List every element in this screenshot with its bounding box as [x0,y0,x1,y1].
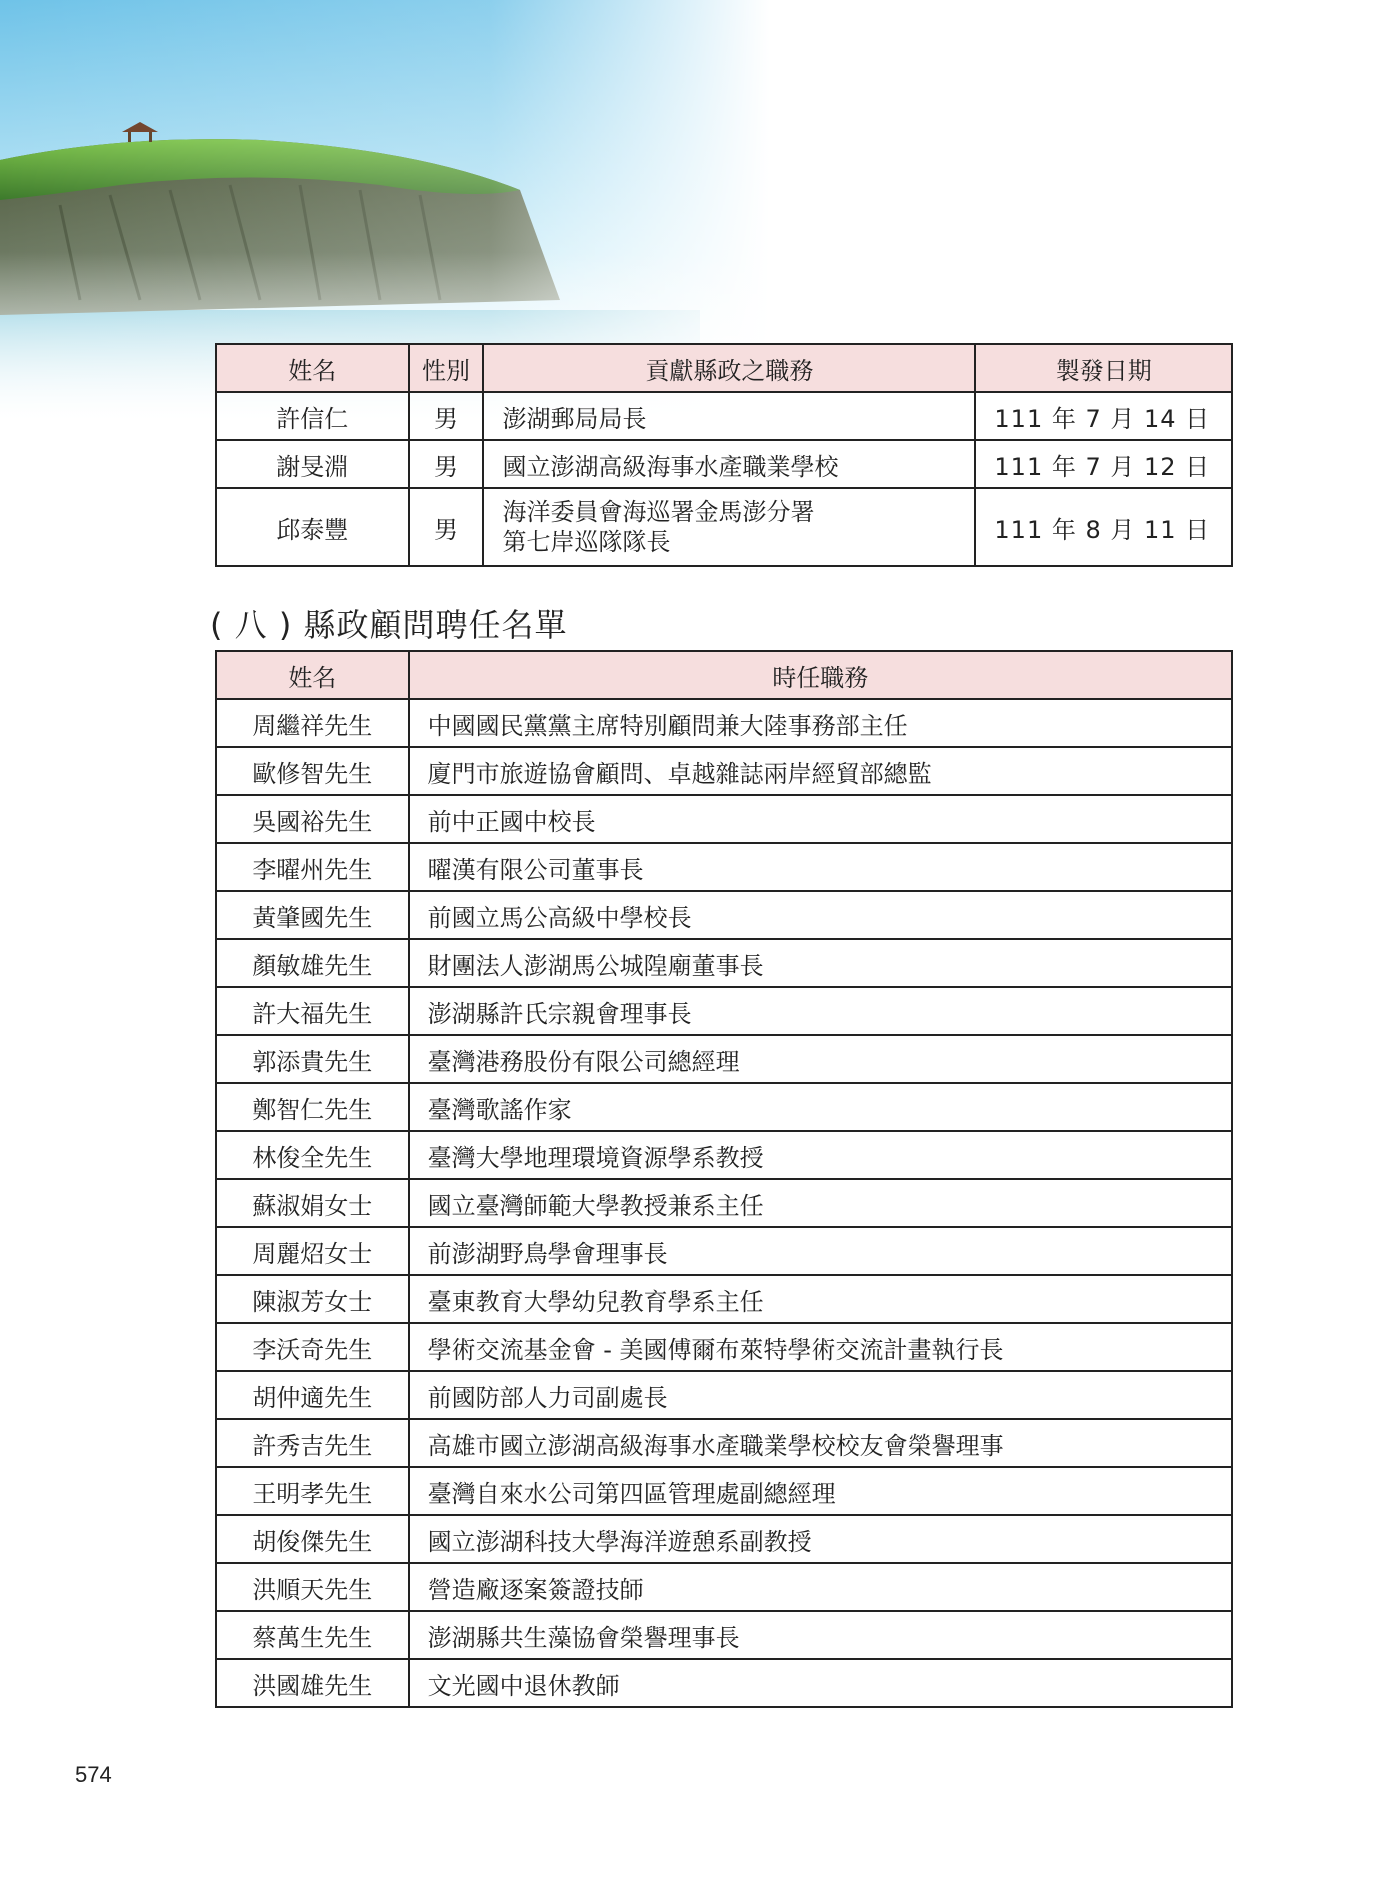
advisor-position: 前國立馬公高級中學校長 [409,891,1232,939]
advisor-position: 前澎湖野鳥學會理事長 [409,1227,1232,1275]
advisor-name: 郭添貴先生 [216,1035,409,1083]
table-row [216,795,1232,843]
advisor-name: 李曜州先生 [216,843,409,891]
row-gender: 男 [409,392,484,440]
advisor-name: 胡俊傑先生 [216,1515,409,1563]
advisor-position: 澎湖縣共生藻協會榮譽理事長 [409,1611,1232,1659]
table-row [216,1035,1232,1083]
advisor-name: 顏敏雄先生 [216,939,409,987]
row-gender: 男 [409,488,484,566]
table-row [216,843,1232,891]
advisor-name: 許大福先生 [216,987,409,1035]
advisor-name: 王明孝先生 [216,1467,409,1515]
advisor-position: 財團法人澎湖馬公城隍廟董事長 [409,939,1232,987]
advisor-name: 許秀吉先生 [216,1419,409,1467]
page-number: 574 [75,1762,112,1787]
advisor-name: 胡仲適先生 [216,1371,409,1419]
row-gender: 男 [409,440,484,488]
table-row [216,1227,1232,1275]
row-date: 111 年 7 月 12 日 [975,440,1232,488]
advisor-position: 曜漢有限公司董事長 [409,843,1232,891]
advisor-position: 廈門市旅遊協會顧問、卓越雜誌兩岸經貿部總監 [409,747,1232,795]
header-gender: 性別 [409,344,484,392]
table-row [216,891,1232,939]
advisor-name: 洪順天先生 [216,1563,409,1611]
table-row [216,1467,1232,1515]
advisor-table-body [216,699,1232,1707]
advisor-name: 吳國裕先生 [216,795,409,843]
row-contribution-line: 海洋委員會海巡署金馬澎分署 [502,498,815,526]
table-row [216,1515,1232,1563]
advisor-position: 高雄市國立澎湖高級海事水產職業學校校友會榮譽理事 [409,1419,1232,1467]
advisor-position: 臺灣港務股份有限公司總經理 [409,1035,1232,1083]
advisor-position: 學術交流基金會 - 美國傅爾布萊特學術交流計畫執行長 [409,1323,1232,1371]
advisor-name: 周麗炤女士 [216,1227,409,1275]
row-name: 謝旻淵 [216,440,409,488]
table-row [216,747,1232,795]
table-row [216,488,1232,566]
table-row [216,440,1232,488]
row-date: 111 年 7 月 14 日 [975,392,1232,440]
advisor-name: 歐修智先生 [216,747,409,795]
table-row [216,1371,1232,1419]
advisor-position: 國立澎湖科技大學海洋遊憩系副教授 [409,1515,1232,1563]
advisor-position: 臺東教育大學幼兒教育學系主任 [409,1275,1232,1323]
table-row [216,1563,1232,1611]
row-date: 111 年 8 月 11 日 [975,488,1232,566]
county-advisor-table [215,650,1233,1708]
section-title: ( 八 ) 縣政顧問聘任名單 [210,606,568,644]
table-row [216,987,1232,1035]
advisor-position: 臺灣歌謠作家 [409,1083,1232,1131]
advisor-name: 陳淑芳女士 [216,1275,409,1323]
table-row [216,1275,1232,1323]
header-issue-date: 製發日期 [975,344,1232,392]
table-row [216,1131,1232,1179]
row-name: 許信仁 [216,392,409,440]
advisor-position: 前國防部人力司副處長 [409,1371,1232,1419]
advisor-name: 黃肇國先生 [216,891,409,939]
advisor-name: 蔡萬生先生 [216,1611,409,1659]
header-contribution: 貢獻縣政之職務 [483,344,975,392]
advisor-name: 林俊全先生 [216,1131,409,1179]
header-name: 姓名 [216,344,409,392]
row-contribution-line: 第七岸巡隊隊長 [502,528,671,556]
advisor-position: 國立臺灣師範大學教授兼系主任 [409,1179,1232,1227]
advisor-name: 蘇淑娟女士 [216,1179,409,1227]
advisor-name: 鄭智仁先生 [216,1083,409,1131]
advisor-position: 澎湖縣許氏宗親會理事長 [409,987,1232,1035]
advisor-position: 營造廠逐案簽證技師 [409,1563,1232,1611]
advisor-position: 臺灣大學地理環境資源學系教授 [409,1131,1232,1179]
row-contribution [483,488,975,566]
header-position: 時任職務 [409,651,1232,699]
advisor-position: 文光國中退休教師 [409,1659,1232,1707]
advisor-position: 臺灣自來水公司第四區管理處副總經理 [409,1467,1232,1515]
header-name: 姓名 [216,651,409,699]
table-row [216,1323,1232,1371]
table-row [216,1419,1232,1467]
table-header-row [216,651,1232,699]
table-row [216,392,1232,440]
table-row [216,699,1232,747]
table-row [216,1659,1232,1707]
advisor-position: 中國國民黨黨主席特別顧問兼大陸事務部主任 [409,699,1232,747]
row-name: 邱泰豐 [216,488,409,566]
row-contribution: 國立澎湖高級海事水產職業學校 [483,440,975,488]
row-contribution: 澎湖郵局局長 [483,392,975,440]
advisor-name: 洪國雄先生 [216,1659,409,1707]
advisor-position: 前中正國中校長 [409,795,1232,843]
table-row [216,1083,1232,1131]
advisor-name: 周繼祥先生 [216,699,409,747]
advisor-name: 李沃奇先生 [216,1323,409,1371]
table-row [216,1179,1232,1227]
table-row [216,939,1232,987]
table-row [216,1611,1232,1659]
table-header-row [216,344,1232,392]
honorary-citizen-table [215,343,1233,567]
